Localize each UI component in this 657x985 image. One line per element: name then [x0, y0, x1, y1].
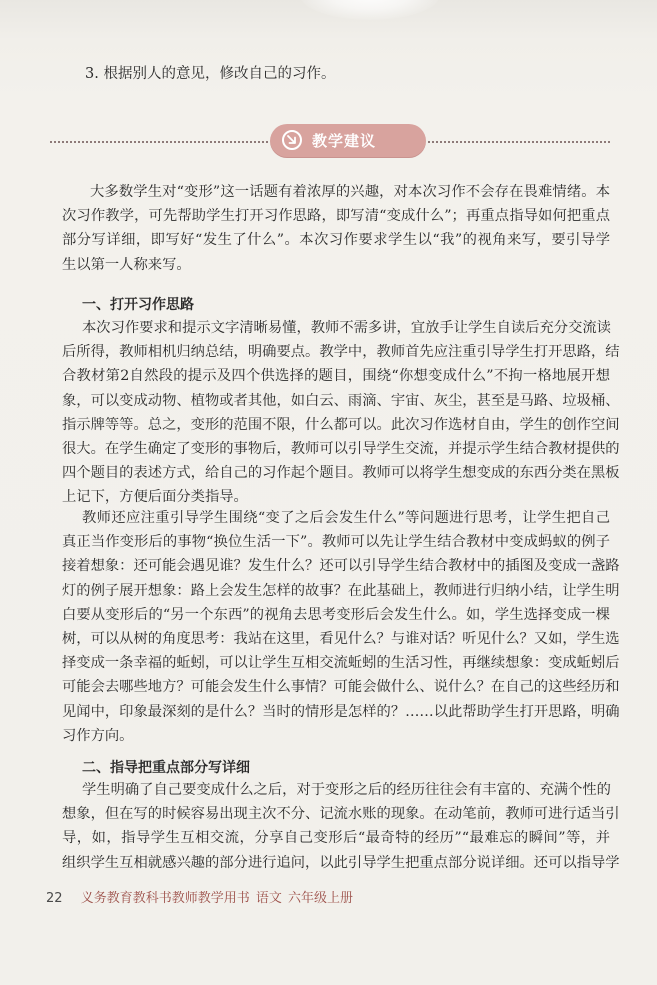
section2-paragraph-1: [62, 778, 620, 875]
grade-label: 六年级上册: [288, 891, 354, 906]
scan-highlight: [300, 0, 440, 20]
subject-label: 语文: [255, 891, 282, 906]
page-number: 22: [46, 891, 63, 906]
section1-paragraph-1: [62, 316, 620, 510]
text-line: 次习作教学，可先帮助学生打开习作思路，即写清“变成什么”；再重点指导如何把重点: [62, 208, 610, 225]
text-line: 生以第一人称来写。: [62, 256, 191, 273]
text-line: 大多数学生对“变形”这一话题有着浓厚的兴趣，对本次习作不会存在畏难情绪。本: [90, 184, 610, 200]
text-line: 本次习作要求和提示文字清晰易懂，教师不需多讲，宜放手让学生自读后充分交流读: [82, 320, 611, 336]
arrow-circle-icon: [282, 130, 302, 150]
intro-paragraph: [62, 180, 610, 277]
book-title: 义务教育教科书教师教学用书: [80, 891, 250, 906]
dotted-divider-left: [50, 141, 268, 143]
text-line: 真正当作变形后的事物“换位生活一下”。教师可以先让学生结合教材中变成蚂蚁的例子: [62, 534, 610, 551]
text-line: 上记下，方便后面分类指导。: [62, 489, 248, 506]
text-line: 四个题目的表述方式，给自己的习作起个题目。教师可以将学生想变成的东西分类在黑板: [62, 465, 620, 482]
text-line: 白要从变形后的“另一个东西”的视角去思考变形后会发生什么。如，学生选择变成一棵: [62, 606, 610, 623]
page-footer: [46, 889, 353, 909]
section-heading-2: 二、指导把重点部分写详细: [82, 760, 250, 776]
text-line: 习作方向。: [62, 727, 134, 744]
banner-pill: [270, 124, 426, 158]
dotted-divider-right: [428, 141, 610, 143]
text-line: 择变成一条幸福的蚯蚓，可以让学生互相交流蚯蚓的生活习性，再继续想象：变成蚯蚓后: [62, 655, 620, 672]
section-banner: [50, 124, 610, 160]
text-line: 部分写详细，即写好“发生了什么”。本次习作要求学生以“我”的视角来写，要引导学: [62, 232, 610, 249]
text-line: 很大。在学生确定了变形的事物后，教师可以引导学生交流，并提示学生结合教材提供的: [62, 440, 620, 457]
text-line: 树，可以从树的角度思考：我站在这里，看见什么？与谁对话？听见什么？又如，学生选: [62, 630, 620, 647]
section1-paragraph-2: [62, 506, 620, 748]
text-line: 导，如，指导学生互相交流，分享自己变形后“最奇特的经历”“最难忘的瞬间”等，并: [62, 830, 610, 847]
text-line: 合教材第2自然段的提示及四个供选择的题目，围绕“你想变成什么”不拘一格地展开想: [62, 368, 610, 385]
requirement-item-3: 3. 根据别人的意见，修改自己的习作。: [85, 66, 336, 82]
text-line: 可能会去哪些地方？可能会发生什么事情？可能会做什么、说什么？在自己的这些经历和: [62, 679, 620, 696]
text-line: 教师还应注重引导学生围绕“变了之后会发生什么”等问题进行思考，让学生把自己: [82, 510, 610, 526]
text-line: 组织学生互相就感兴趣的部分进行追问，以此引导学生把重点部分说详细。还可以指导学: [62, 854, 620, 871]
text-line: 象，可以变成动物、植物或者其他，如白云、雨滴、宇宙、灰尘，甚至是马路、垃圾桶、: [62, 392, 620, 409]
text-line: 见闻中，印象最深刻的是什么？当时的情形是怎样的？……以此帮助学生打开思路，明确: [62, 703, 620, 720]
text-line: 想象，但在写的时候容易出现主次不分、记流水账的现象。在动笔前，教师可进行适当引: [62, 806, 620, 823]
section-heading-1: 一、打开习作思路: [82, 297, 194, 313]
text-line: 学生明确了自己要变成什么之后，对于变形之后的经历往往会有丰富的、充满个性的: [82, 782, 611, 798]
banner-title: 教学建议: [312, 132, 377, 150]
text-line: 灯的例子展开想象：路上会发生怎样的故事？在此基础上，教师进行归纳小结，让学生明: [62, 582, 620, 599]
text-line: 接着想象：还可能会遇见谁？发生什么？还可以引导学生结合教材中的插图及变成一盏路: [62, 558, 620, 575]
text-line: 后所得，教师相机归纳总结，明确要点。教学中，教师首先应注重引导学生打开思路，结: [62, 344, 620, 361]
text-line: 指示牌等等。总之，变形的范围不限，什么都可以。此次习作选材自由，学生的创作空间: [62, 416, 620, 433]
